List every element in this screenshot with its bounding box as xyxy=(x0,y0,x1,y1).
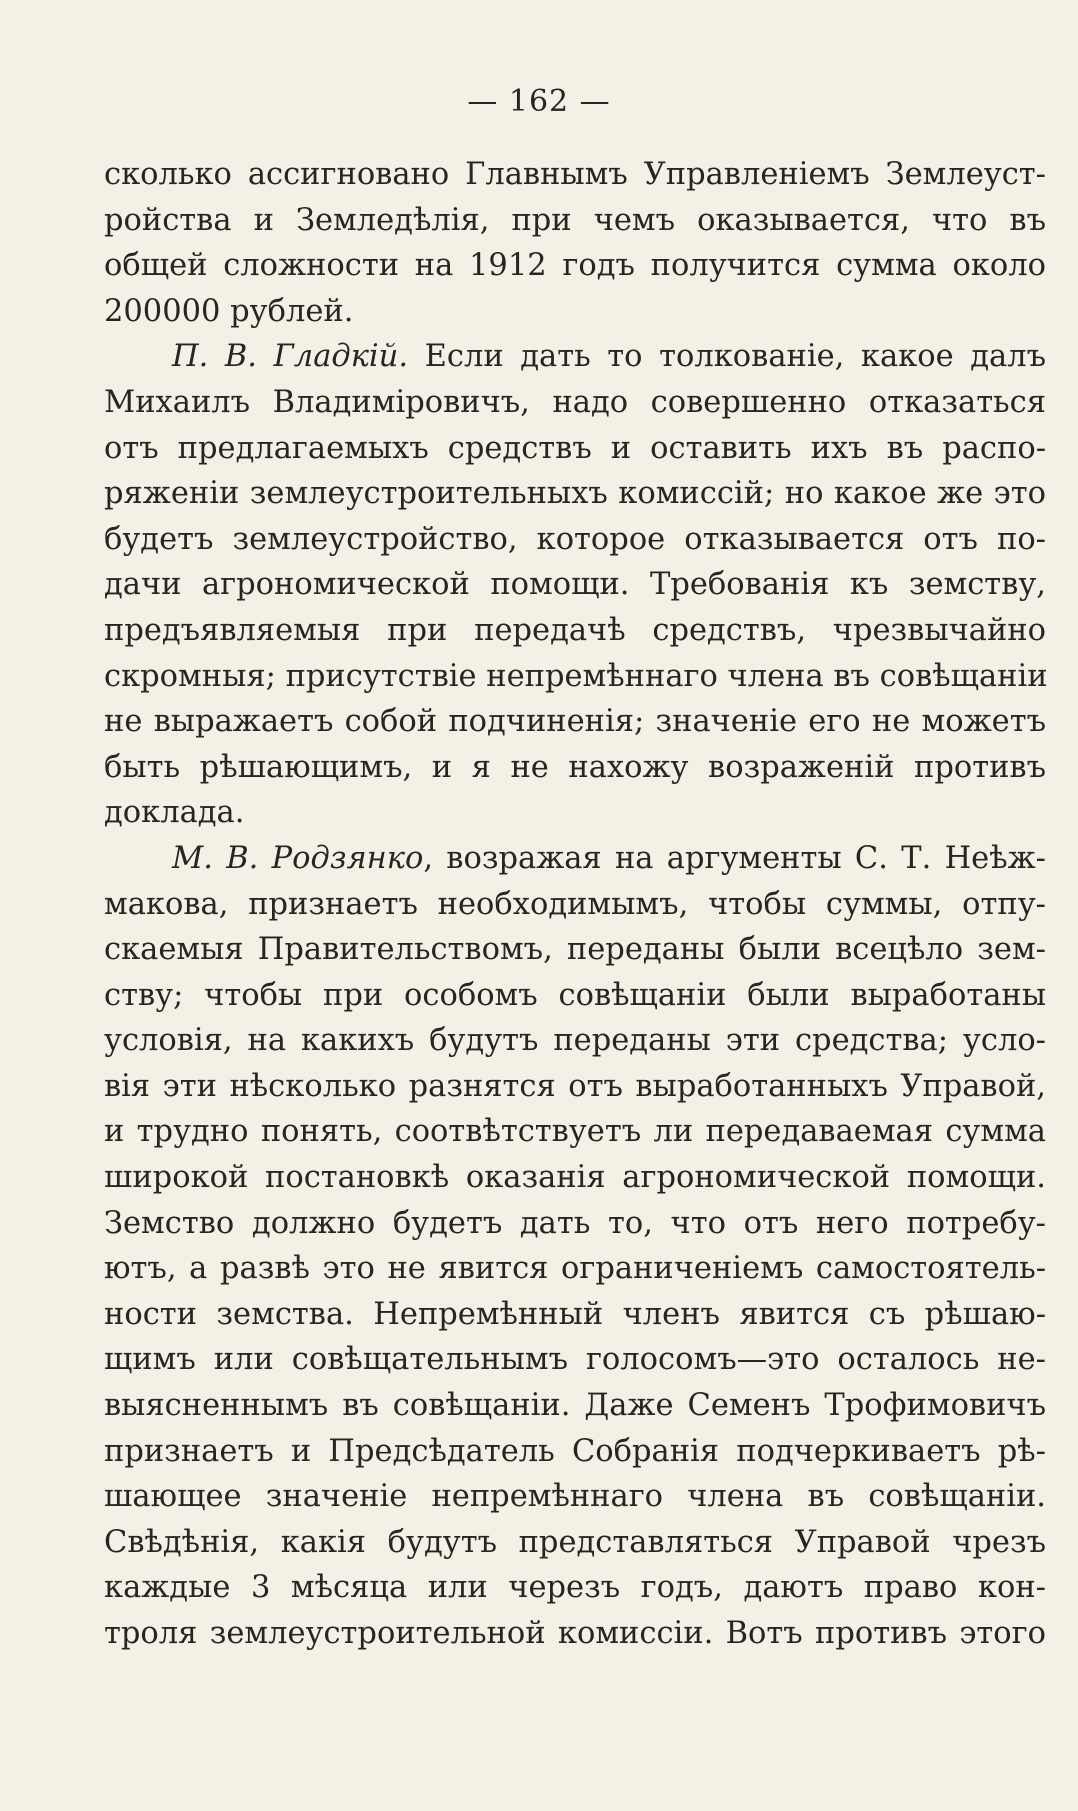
text-line xyxy=(104,1520,1046,1566)
text-line xyxy=(104,1246,1046,1292)
text-line xyxy=(104,699,1046,745)
text-line xyxy=(104,289,1046,335)
text-segment: Свѣдѣнія, какія будутъ представляться Управой чрезъ xyxy=(104,1524,1046,1560)
text-line xyxy=(104,654,1046,700)
text-segment: ности земства. Непремѣнный членъ явится съ рѣшаю- xyxy=(104,1296,1046,1332)
text-segment: Земство должно будетъ дать то, что отъ него потребу- xyxy=(104,1205,1046,1241)
text-segment: скромныя; присутствіе непремѣннаго члена въ совѣщаніи xyxy=(104,658,1048,694)
text-line xyxy=(104,1337,1046,1383)
text-line xyxy=(104,836,1046,882)
text-segment: ройства и Земледѣлія, при чемъ оказывается, что въ xyxy=(104,202,1046,238)
text-line xyxy=(104,1292,1046,1338)
text-line xyxy=(104,562,1046,608)
text-line xyxy=(104,517,1046,563)
text-segment: сколько ассигновано Главнымъ Управленіемъ Землеуст- xyxy=(104,157,1046,192)
text-segment: предъявляемыя при передачѣ средствъ, чрезвычайно xyxy=(104,612,1046,648)
text-segment: шающее значеніе непремѣннаго члена въ совѣщаніи. xyxy=(104,1479,1046,1515)
text-line xyxy=(104,334,1046,380)
text-line xyxy=(104,1018,1046,1064)
text-line xyxy=(104,790,1046,836)
text-line xyxy=(104,927,1046,973)
text-line xyxy=(104,243,1046,289)
text-line xyxy=(104,1474,1046,1520)
text-segment: Михаилъ Владиміровичъ, надо совершенно отказаться xyxy=(104,384,1046,420)
text-segment: доклада. xyxy=(104,795,245,831)
text-line xyxy=(104,1429,1046,1475)
text-line xyxy=(104,745,1046,791)
text-segment: быть рѣшающимъ, и я не нахожу возраженій противъ xyxy=(104,749,1046,785)
text-segment: ютъ, а развѣ это не явится ограниченіемъ самостоятель- xyxy=(104,1251,1046,1287)
text-line xyxy=(104,426,1046,472)
text-segment: , возражая на аргументы С. Т. Неѣж- xyxy=(423,840,1046,876)
text-segment: широкой постановкѣ оказанія агрономической помощи. xyxy=(104,1160,1046,1196)
text-segment: Если дать то толкованіе, какое далъ xyxy=(408,339,1046,375)
text-line xyxy=(104,608,1046,654)
text-line xyxy=(104,198,1046,244)
text-segment: щимъ или совѣщательнымъ голосомъ—это осталось не- xyxy=(104,1342,1046,1378)
speaker-name: М. В. Родзянко xyxy=(172,840,424,876)
text-segment: троля землеустроительной комиссіи. Вотъ противъ этого xyxy=(104,1616,1046,1651)
text-segment: дачи агрономической помощи. Требованія къ земству, xyxy=(104,567,1046,603)
text-segment: и трудно понять, соотвѣтствуетъ ли передаваемая сумма xyxy=(104,1114,1046,1150)
text-segment: будетъ землеустройство, которое отказывается отъ по- xyxy=(104,521,1046,557)
text-segment: ству; чтобы при особомъ совѣщаніи были выработаны xyxy=(104,977,1046,1013)
text-segment: каждые 3 мѣсяца или черезъ годъ, даютъ право кон- xyxy=(104,1570,1046,1606)
text-line xyxy=(104,1064,1046,1110)
text-line xyxy=(104,1155,1046,1201)
text-line xyxy=(104,1383,1046,1429)
text-line xyxy=(104,882,1046,928)
body-text xyxy=(104,152,1046,1657)
text-segment: макова, признаетъ необходимымъ, чтобы суммы, отпу- xyxy=(104,886,1046,922)
text-line xyxy=(104,973,1046,1019)
text-line xyxy=(104,152,1046,198)
text-segment: условія, на какихъ будутъ переданы эти средства; усло- xyxy=(104,1023,1046,1059)
text-segment: признаетъ и Предсѣдатель Собранія подчеркиваетъ рѣ- xyxy=(104,1433,1046,1469)
text-segment: скаемыя Правительствомъ, переданы были всецѣло зем- xyxy=(104,932,1046,968)
text-segment: выясненнымъ въ совѣщаніи. Даже Семенъ Трофимовичъ xyxy=(104,1388,1046,1424)
text-line xyxy=(104,1201,1046,1247)
text-segment: не выражаетъ собой подчиненія; значеніе его не можетъ xyxy=(104,704,1046,740)
text-segment: общей сложности на 1912 годъ получится сумма около xyxy=(104,248,1046,284)
text-segment: 200000 рублей. xyxy=(104,293,354,329)
text-line xyxy=(104,1565,1046,1611)
text-segment: отъ предлагаемыхъ средствъ и оставить ихъ въ распо- xyxy=(104,430,1046,466)
text-line xyxy=(104,380,1046,426)
text-segment: вія эти нѣсколько разнятся отъ выработанныхъ Управой, xyxy=(104,1068,1046,1104)
speaker-name: П. В. Гладкій. xyxy=(172,339,409,375)
text-line xyxy=(104,471,1046,517)
text-line xyxy=(104,1611,1046,1657)
text-line xyxy=(104,1109,1046,1155)
text-segment: ряженіи землеустроительныхъ комиссій; но какое же это xyxy=(104,476,1046,512)
page-number: — 162 — xyxy=(467,84,611,119)
